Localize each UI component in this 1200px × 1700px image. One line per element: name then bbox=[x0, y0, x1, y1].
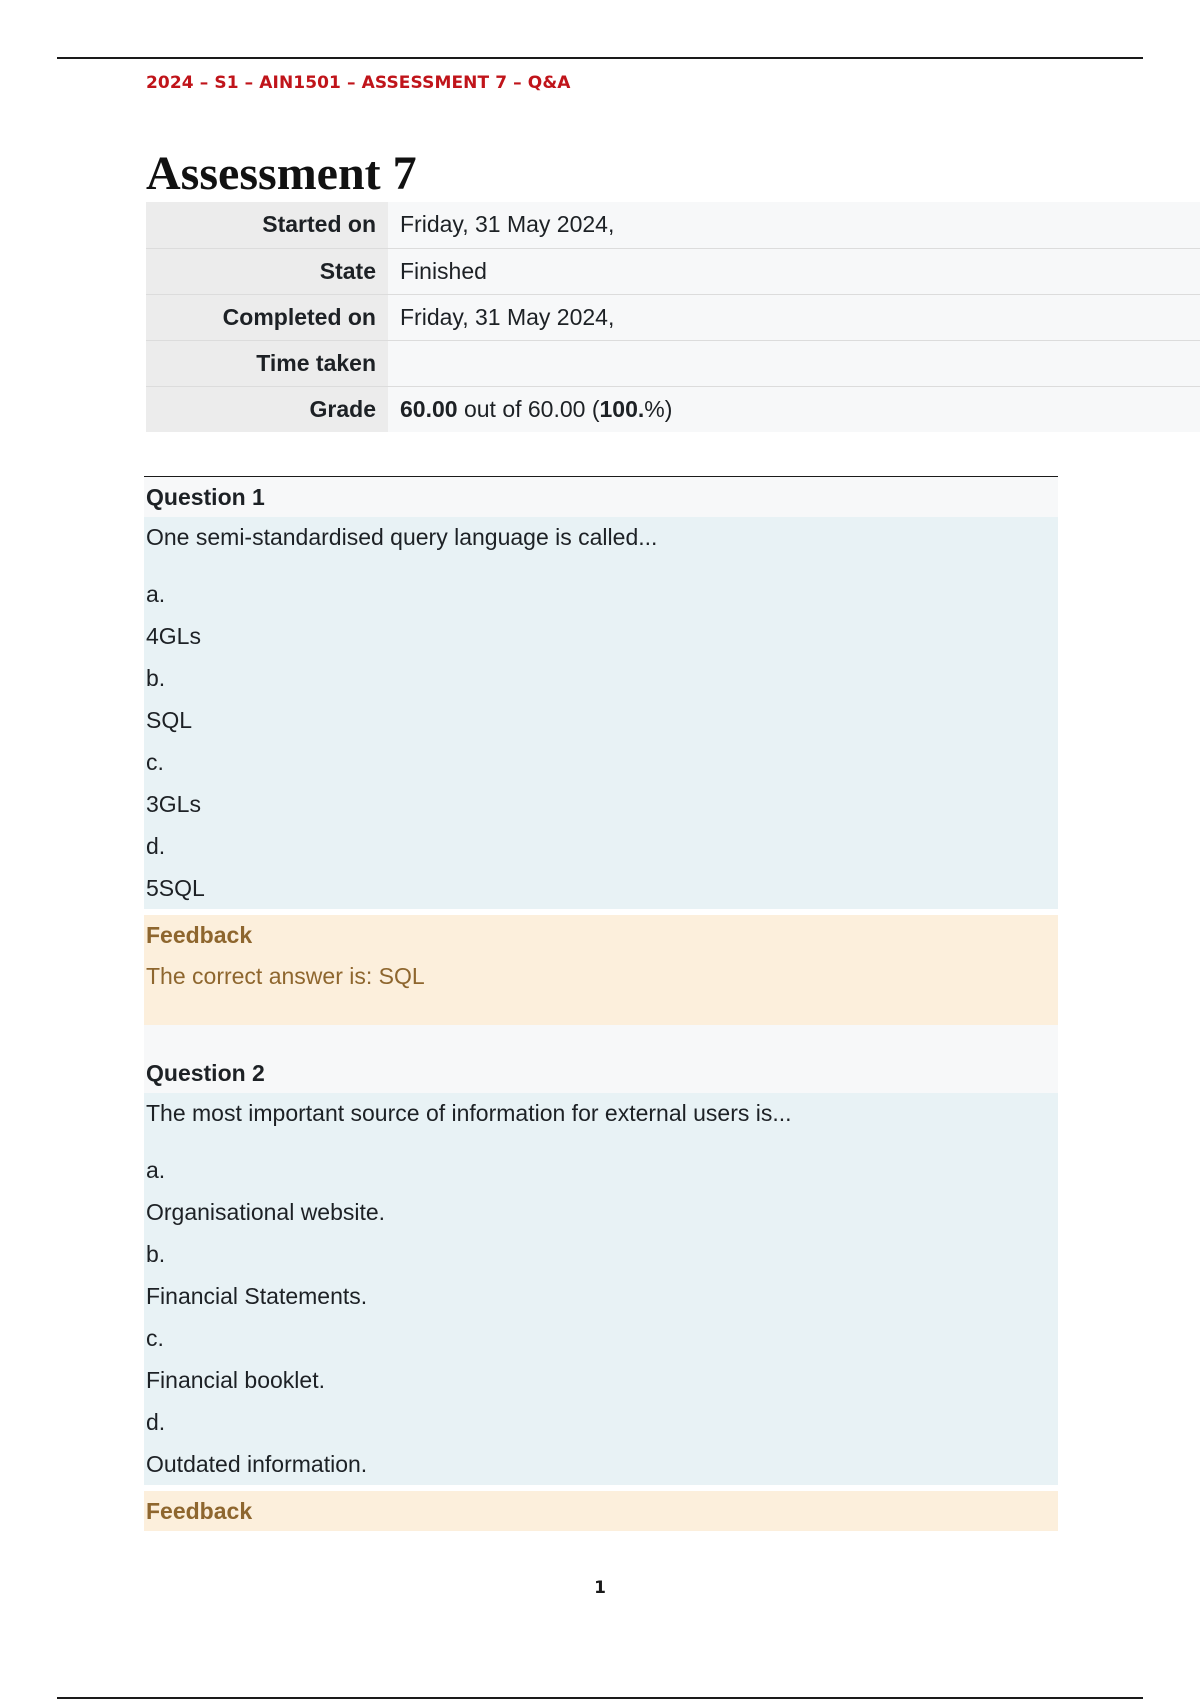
question-2 bbox=[144, 1053, 1058, 1531]
question-heading: Question 2 bbox=[144, 1053, 1058, 1093]
summary-row-grade bbox=[146, 386, 1200, 432]
grade-score: 60.00 bbox=[400, 395, 458, 422]
summary-label: State bbox=[146, 248, 388, 294]
feedback-box bbox=[144, 915, 1058, 1025]
question-heading: Question 1 bbox=[144, 477, 1058, 517]
summary-label: Grade bbox=[146, 386, 388, 432]
summary-row-state bbox=[146, 248, 1200, 294]
option-text: 5SQL bbox=[146, 875, 205, 901]
summary-value bbox=[388, 340, 1200, 386]
feedback-title: Feedback bbox=[146, 1498, 253, 1524]
feedback-title: Feedback bbox=[146, 922, 253, 948]
summary-value: Finished bbox=[388, 248, 1200, 294]
option-text: Financial booklet. bbox=[146, 1367, 325, 1393]
option-letter: a. bbox=[146, 1157, 166, 1183]
option-letter: c. bbox=[146, 749, 164, 775]
bottom-rule bbox=[57, 1697, 1143, 1699]
question-1 bbox=[144, 477, 1058, 1063]
question-body bbox=[144, 1093, 1058, 1485]
grade-percent: 100. bbox=[599, 395, 645, 422]
question-text: One semi-standardised query language is called... bbox=[146, 524, 658, 550]
top-rule bbox=[57, 57, 1143, 59]
option-text: 4GLs bbox=[146, 623, 201, 649]
summary-label: Started on bbox=[146, 202, 388, 248]
summary-row-completed-on bbox=[146, 294, 1200, 340]
option-letter: b. bbox=[146, 1241, 166, 1267]
question-body bbox=[144, 517, 1058, 909]
feedback-text: The correct answer is: SQL bbox=[146, 963, 425, 989]
summary-value: Friday, 31 May 2024, bbox=[388, 294, 1200, 340]
option-text: SQL bbox=[146, 707, 193, 733]
feedback-box bbox=[144, 1491, 1058, 1531]
option-text: Outdated information. bbox=[146, 1451, 368, 1477]
summary-label: Completed on bbox=[146, 294, 388, 340]
summary-value: Friday, 31 May 2024, bbox=[388, 202, 1200, 248]
option-letter: c. bbox=[146, 1325, 164, 1351]
grade-out-of: out of 60.00 ( bbox=[457, 395, 600, 422]
page-number: 1 bbox=[594, 1578, 606, 1598]
option-letter: d. bbox=[146, 833, 166, 859]
summary-label: Time taken bbox=[146, 340, 388, 386]
option-letter: a. bbox=[146, 581, 166, 607]
option-text: Organisational website. bbox=[146, 1199, 386, 1225]
document-header: 2024 – S1 – AIN1501 – ASSESSMENT 7 – Q&A bbox=[146, 73, 571, 93]
summary-row-started-on bbox=[146, 202, 1200, 248]
option-text: 3GLs bbox=[146, 791, 201, 817]
summary-row-time-taken bbox=[146, 340, 1200, 386]
option-letter: b. bbox=[146, 665, 166, 691]
option-text: Financial Statements. bbox=[146, 1283, 368, 1309]
option-letter: d. bbox=[146, 1409, 166, 1435]
question-text: The most important source of information for external users is... bbox=[146, 1100, 792, 1126]
summary-value-grade bbox=[388, 386, 1200, 432]
page-title: Assessment 7 bbox=[146, 147, 417, 200]
grade-percent-sign: %) bbox=[644, 395, 673, 422]
attempt-summary-table bbox=[146, 202, 1200, 432]
